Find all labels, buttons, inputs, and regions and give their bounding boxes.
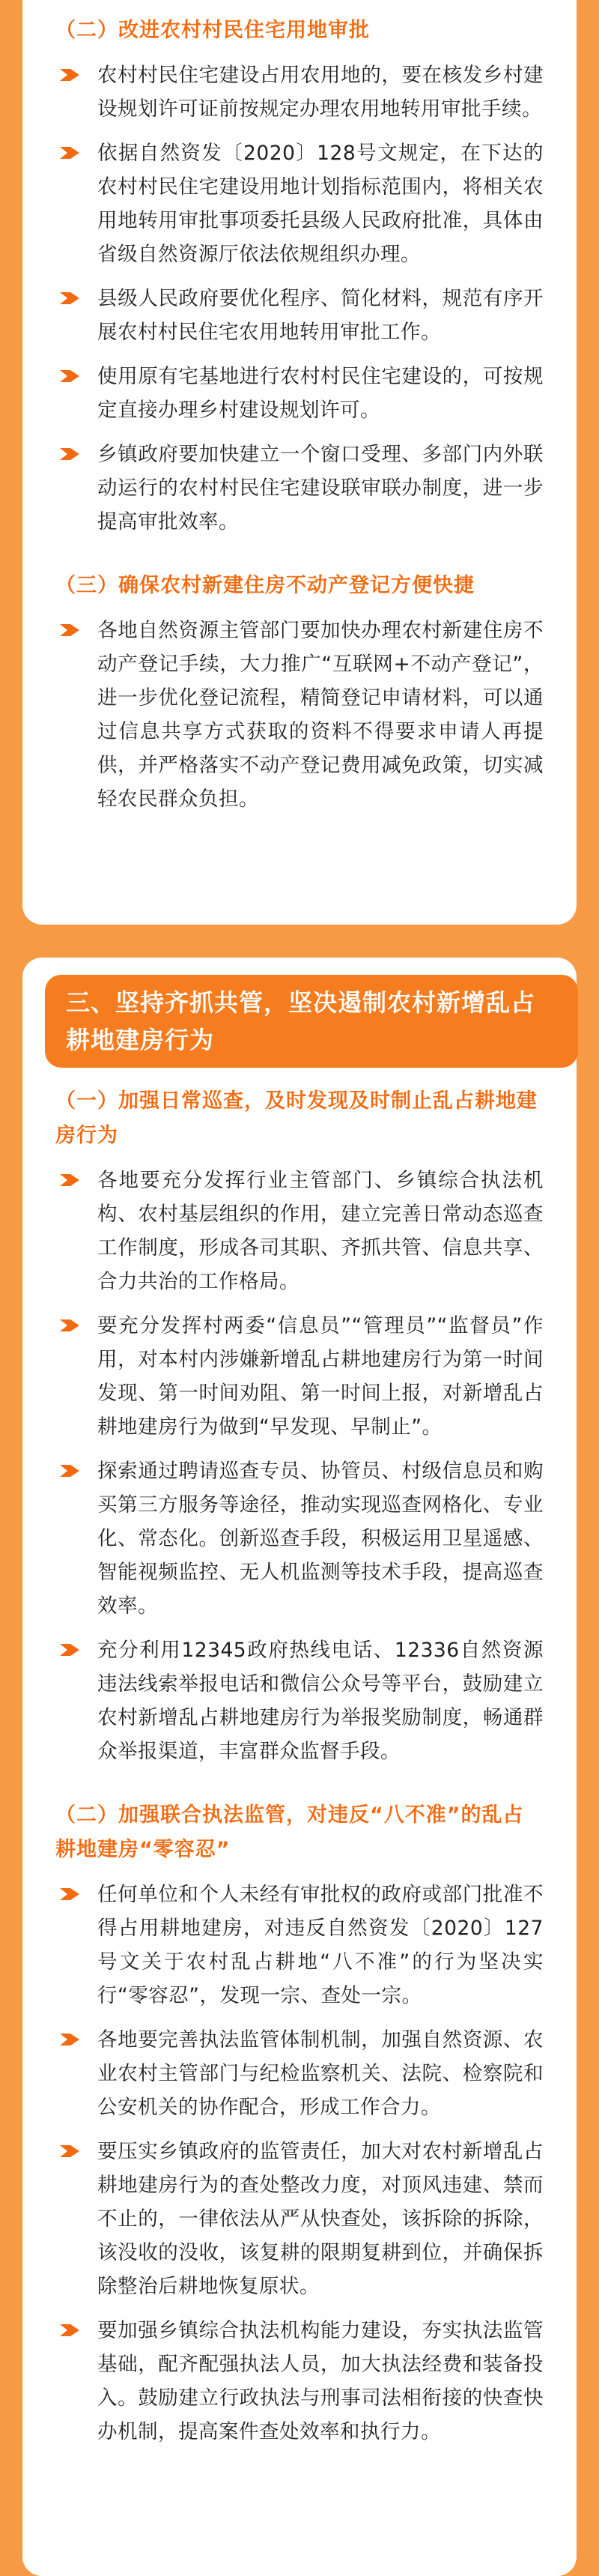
content-card-2 (22, 958, 577, 2576)
arrow-bullet-icon (60, 448, 79, 460)
subsection-heading: （二）加强联合执法监管，对违反“八不准”的乱占耕地建房“零容忍” (55, 1803, 524, 1861)
item-list (55, 1164, 544, 1768)
subsection-heading: （二）改进农村村民住宅用地审批 (55, 19, 370, 42)
list-item (55, 2314, 544, 2449)
item-text: 任何单位和个人未经有审批权的政府或部门批准不得占用耕地建房，对违反自然资发〔2020〕127号文关于农村乱占耕地“八不准”的行为坚决实行“零容忍”，发现一宗、查处一宗。 (97, 1883, 544, 2007)
item-text: 要压实乡镇政府的监管责任，加大对农村新增乱占耕地建房行为的查处整改力度，对顶风违建、禁而不止的，一律依法从严从快查处，该拆除的拆除，该没收的没收，该复耕的限期复耕到位，并确保拆除整治后耕地恢复原状。 (97, 2140, 544, 2298)
item-text: 县级人民政府要优化程序、简化材料，规范有序开展农村村民住宅农用地转用审批工作。 (97, 287, 544, 344)
section-title-banner: 三、坚持齐抓共管，坚决遏制农村新增乱占耕地建房行为 (45, 975, 578, 1068)
list-item (55, 1454, 544, 1623)
content-card-1 (22, 0, 577, 925)
arrow-bullet-icon (60, 624, 79, 636)
item-text: 农村村民住宅建设占用农用地的，要在核发乡村建设规划许可证前按规定办理农用地转用审批手续。 (97, 64, 544, 121)
item-text: 要加强乡镇综合执法机构能力建设，夯实执法监管基础，配齐配强执法人员，加大执法经费和装备投入。鼓励建立行政执法与刑事司法相衔接的快查快办机制，提高案件查处效率和执行力。 (97, 2319, 544, 2443)
list-item (55, 58, 544, 126)
arrow-bullet-icon (60, 292, 79, 304)
item-list (55, 614, 544, 816)
arrow-bullet-icon (60, 2034, 79, 2046)
arrow-bullet-icon (60, 2324, 79, 2336)
item-text: 乡镇政府要加快建立一个窗口受理、多部门内外联动运行的农村村民住宅建设联审联办制度，进一步提高审批效率。 (97, 443, 544, 533)
arrow-bullet-icon (60, 1465, 79, 1477)
arrow-bullet-icon (60, 69, 79, 81)
item-text: 各地要充分发挥行业主管部门、乡镇综合执法机构、农村基层组织的作用，建立完善日常动态巡查工作制度，形成各司其职、齐抓共管、信息共享、合力共治的工作格局。 (97, 1169, 544, 1293)
arrow-bullet-icon (60, 2145, 79, 2157)
list-item (55, 1309, 544, 1444)
list-item (55, 136, 544, 271)
arrow-bullet-icon (60, 1319, 79, 1331)
item-list (55, 58, 544, 539)
list-item (55, 1633, 544, 1768)
list-item (55, 1164, 544, 1298)
item-text: 探索通过聘请巡查专员、协管员、村级信息员和购买第三方服务等途径，推动实现巡查网格化、专业化、常态化。创新巡查手段，积极运用卫星遥感、智能视频监控、无人机监测等技术手段，提高巡查效率。 (97, 1460, 544, 1618)
arrow-bullet-icon (60, 1888, 79, 1900)
list-item (55, 1878, 544, 2013)
subsection-heading: （一）加强日常巡查，及时发现及时制止乱占耕地建房行为 (55, 1089, 538, 1147)
arrow-bullet-icon (60, 370, 79, 382)
arrow-bullet-icon (60, 147, 79, 159)
arrow-bullet-icon (60, 1644, 79, 1656)
item-text: 各地要完善执法监管体制机制，加强自然资源、农业农村主管部门与纪检监察机关、法院、检察院和公安机关的协作配合，形成工作合力。 (97, 2028, 544, 2119)
list-item (55, 2135, 544, 2303)
list-item (55, 360, 544, 427)
item-text: 各地自然资源主管部门要加快办理农村新建住房不动产登记手续，大力推广“互联网+不动产登记”，进一步优化登记流程，精简登记申请材料，可以通过信息共享方式获取的资料不得要求申请人再提供，并严格落实不动产登记费用减免政策，切实减轻农民群众负担。 (97, 619, 544, 811)
item-text: 使用原有宅基地进行农村村民住宅建设的，可按规定直接办理乡村建设规划许可。 (97, 365, 544, 422)
list-item (55, 614, 544, 816)
list-item (55, 438, 544, 539)
item-text: 充分利用12345政府热线电话、12336自然资源违法线索举报电话和微信公众号等平台，鼓励建立农村新增乱占耕地建房行为举报奖励制度，畅通群众举报渠道，丰富群众监督手段。 (97, 1639, 544, 1763)
item-list (55, 1878, 544, 2449)
arrow-bullet-icon (60, 1174, 79, 1186)
item-text: 要充分发挥村两委“信息员”“管理员”“监督员”作用，对本村内涉嫌新增乱占耕地建房行为第一时间发现、第一时间劝阻、第一时间上报，对新增乱占耕地建房行为做到“早发现、早制止”。 (97, 1314, 544, 1439)
list-item (55, 282, 544, 349)
list-item (55, 2023, 544, 2124)
item-text: 依据自然资发〔2020〕128号文规定，在下达的农村村民住宅建设用地计划指标范围内，将相关农用地转用审批事项委托县级人民政府批准，具体由省级自然资源厅依法依规组织办理。 (97, 142, 544, 266)
subsection-heading: （三）确保农村新建住房不动产登记方便快捷 (55, 574, 475, 597)
